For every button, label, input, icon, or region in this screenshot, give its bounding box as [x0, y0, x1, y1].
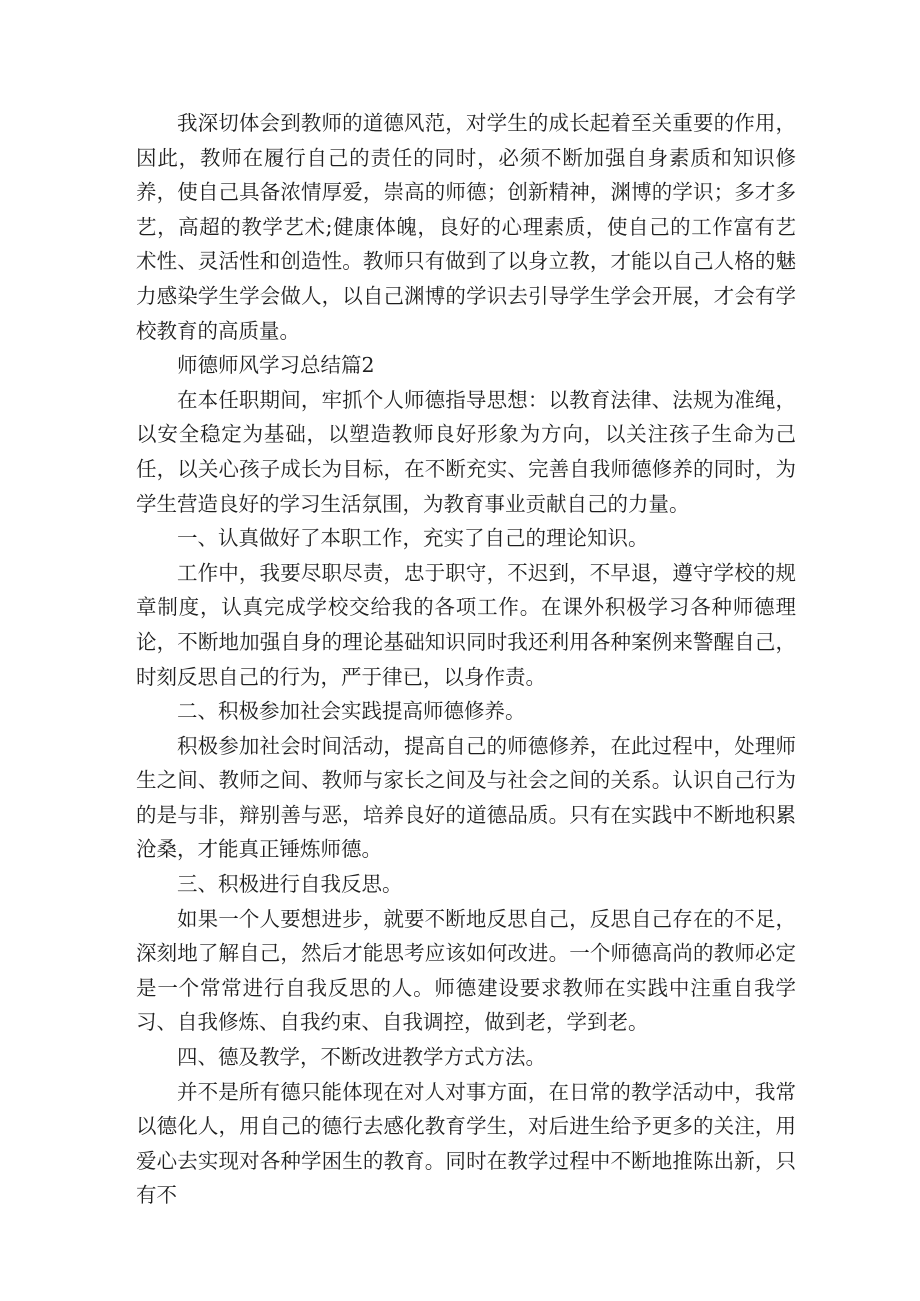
heading-item-3: 三、积极进行自我反思。 — [177, 872, 403, 897]
document-body — [136, 106, 796, 1213]
paragraph-item-1: 工作中，我要尽职尽责，忠于职守，不迟到，不早退，遵守学校的规章制度，认真完成学校交给我的各项工作。在课外积极学习各种师德理论，不断地加强自身的理论基础知识同时我还利用各种案例来警醒自己，时刻反思自己的行为，严于律已，以身作责。 — [136, 560, 796, 689]
paragraph-intro-reflection: 我深切体会到教师的道德风范，对学生的成长起着至关重要的作用，因此，教师在履行自己的责任的同时，必须不断加强自身素质和知识修养，使自己具备浓情厚爱，崇高的师德；创新精神，渊博的学识；多才多艺，高超的教学艺术;健康体魄，良好的心理素质，使自己的工作富有艺术性、灵活性和创造性。教师只有做到了以身立教，才能以自己人格的魅力感染学生学会做人，以自己渊博的学识去引导学生学会开展，才会有学校教育的高质量。 — [136, 111, 796, 343]
paragraph-item-3: 如果一个人要想进步，就要不断地反思自己，反思自己存在的不足，深刻地了解自己，然后才能思考应该如何改进。一个师德高尚的教师必定是一个常常进行自我反思的人。师德建设要求教师在实践中注重自我学习、自我修炼、自我约束、自我调控，做到老，学到老。 — [136, 906, 796, 1035]
paragraph-item-4: 并不是所有德只能体现在对人对事方面，在日常的教学活动中，我常以德化人，用自己的德行去感化教育学生，对后进生给予更多的关注，用爱心去实现对各种学困生的教育。同时在教学过程中不断地推陈出新，只有不 — [136, 1079, 796, 1208]
heading-item-2: 二、积极参加社会实践提高师德修养。 — [177, 699, 526, 724]
section-title: 师德师风学习总结篇2 — [177, 353, 375, 378]
paragraph-guiding-principles: 在本任职期间，牢抓个人师德指导思想：以教育法律、法规为准绳，以安全稳定为基础，以塑造教师良好形象为方向，以关注孩子生命为己任，以关心孩子成长为目标，在不断充实、完善自我师德修养的同时，为学生营造良好的学习生活氛围，为教育事业贡献自己的力量。 — [136, 387, 796, 516]
heading-item-4: 四、德及教学，不断改进教学方式方法。 — [177, 1045, 546, 1070]
heading-item-1: 一、认真做好了本职工作，充实了自己的理论知识。 — [177, 526, 649, 551]
paragraph-item-2: 积极参加社会时间活动，提高自己的师德修养，在此过程中，处理师生之间、教师之间、教师与家长之间及与社会之间的关系。认识自己行为的是与非，辩别善与恶，培养良好的道德品质。只有在实践中不断地积累沧桑，才能真正锤炼师德。 — [136, 733, 796, 862]
